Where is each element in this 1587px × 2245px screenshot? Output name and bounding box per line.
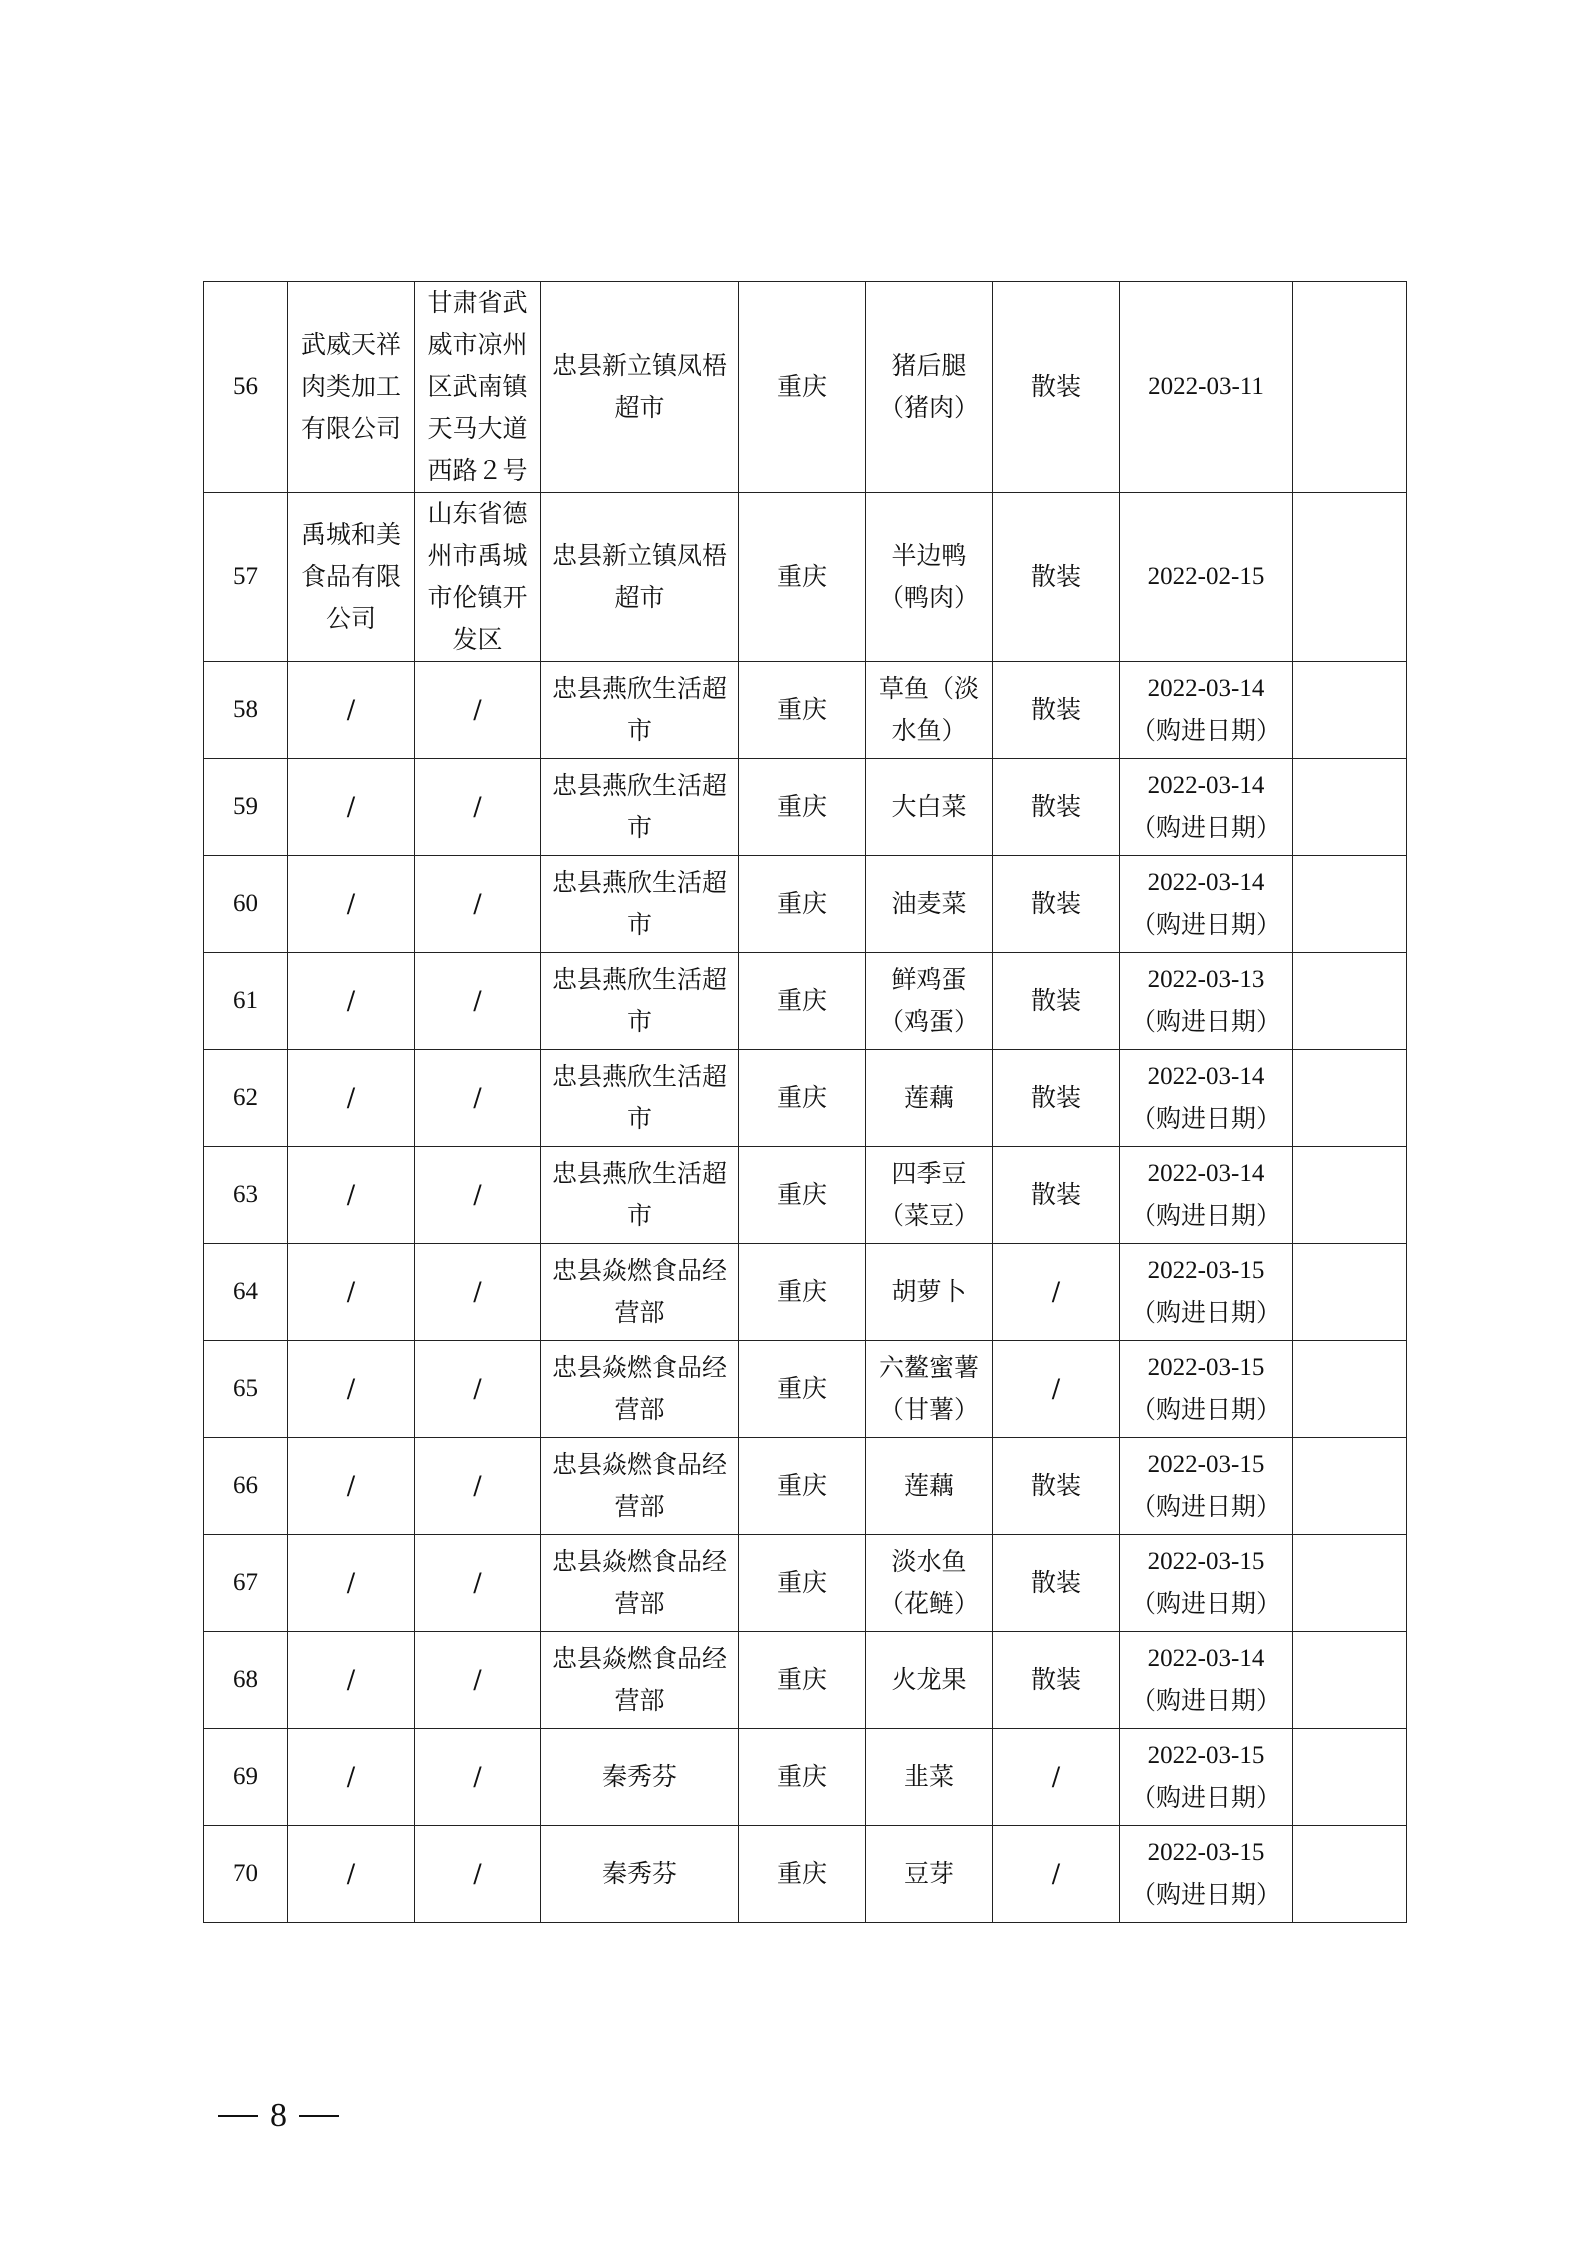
date-value: 2022-03-11 — [1148, 373, 1264, 400]
cell-sampled-unit: 忠县燕欣生活超市 — [541, 1147, 739, 1244]
cell-sequence-number: 64 — [204, 1244, 288, 1341]
cell-region: 重庆 — [739, 282, 866, 493]
cell-manufacturer-name: / — [288, 662, 415, 759]
date-note: （购进日期） — [1130, 1589, 1281, 1618]
cell-manufacturer-name: / — [288, 759, 415, 856]
cell-packaging: 散装 — [993, 1147, 1120, 1244]
cell-manufacturer-name: / — [288, 953, 415, 1050]
cell-sequence-number: 65 — [204, 1341, 288, 1438]
cell-manufacturer-address: 甘肃省武威市凉州区武南镇天马大道西路２号 — [415, 282, 541, 493]
table-row — [204, 1050, 1407, 1147]
cell-manufacturer-address: / — [415, 856, 541, 953]
cell-sampled-unit: 忠县新立镇凤梧超市 — [541, 493, 739, 662]
cell-manufacturer-address: / — [415, 662, 541, 759]
date-note: （购进日期） — [1130, 1298, 1281, 1327]
cell-date — [1120, 1826, 1293, 1923]
cell-date — [1120, 856, 1293, 953]
cell-sampled-unit: 忠县焱燃食品经营部 — [541, 1535, 739, 1632]
table-row — [204, 1147, 1407, 1244]
page-number: 8 — [270, 2097, 287, 2135]
date-note: （购进日期） — [1130, 1007, 1281, 1036]
cell-manufacturer-name: / — [288, 1729, 415, 1826]
cell-manufacturer-name: / — [288, 856, 415, 953]
cell-manufacturer-name: / — [288, 1050, 415, 1147]
cell-date — [1120, 1438, 1293, 1535]
cell-manufacturer-name: 武威天祥肉类加工有限公司 — [288, 282, 415, 493]
cell-product-name: 豆芽 — [866, 1826, 993, 1923]
table-body — [204, 282, 1407, 1923]
cell-date — [1120, 953, 1293, 1050]
cell-sampled-unit: 忠县焱燃食品经营部 — [541, 1438, 739, 1535]
cell-region: 重庆 — [739, 1244, 866, 1341]
cell-sampled-unit: 忠县焱燃食品经营部 — [541, 1632, 739, 1729]
date-note: （购进日期） — [1130, 1395, 1281, 1424]
date-note: （购进日期） — [1130, 1104, 1281, 1133]
date-note: （购进日期） — [1130, 910, 1281, 939]
cell-product-name: 火龙果 — [866, 1632, 993, 1729]
cell-manufacturer-address: / — [415, 1632, 541, 1729]
cell-sampled-unit: 秦秀芬 — [541, 1826, 739, 1923]
cell-packaging: 散装 — [993, 759, 1120, 856]
table-row — [204, 493, 1407, 662]
cell-sequence-number: 67 — [204, 1535, 288, 1632]
cell-sequence-number: 62 — [204, 1050, 288, 1147]
cell-packaging: 散装 — [993, 856, 1120, 953]
cell-remark — [1293, 1535, 1407, 1632]
cell-product-name: 四季豆（菜豆） — [866, 1147, 993, 1244]
cell-packaging: 散装 — [993, 953, 1120, 1050]
cell-packaging: / — [993, 1244, 1120, 1341]
cell-region: 重庆 — [739, 493, 866, 662]
cell-sampled-unit: 忠县燕欣生活超市 — [541, 662, 739, 759]
cell-product-name: 莲藕 — [866, 1050, 993, 1147]
cell-packaging: 散装 — [993, 662, 1120, 759]
cell-sequence-number: 56 — [204, 282, 288, 493]
cell-sampled-unit: 忠县新立镇凤梧超市 — [541, 282, 739, 493]
table-row — [204, 1826, 1407, 1923]
cell-sequence-number: 57 — [204, 493, 288, 662]
cell-date — [1120, 493, 1293, 662]
cell-date — [1120, 1632, 1293, 1729]
date-value: 2022-03-14 — [1147, 1063, 1265, 1090]
cell-manufacturer-address: / — [415, 759, 541, 856]
cell-manufacturer-name: / — [288, 1535, 415, 1632]
cell-product-name: 鲜鸡蛋（鸡蛋） — [866, 953, 993, 1050]
cell-region: 重庆 — [739, 1438, 866, 1535]
cell-manufacturer-name: / — [288, 1826, 415, 1923]
date-value: 2022-03-14 — [1147, 772, 1265, 799]
cell-date — [1120, 759, 1293, 856]
cell-manufacturer-name: / — [288, 1438, 415, 1535]
cell-region: 重庆 — [739, 1050, 866, 1147]
table-row — [204, 1438, 1407, 1535]
cell-region: 重庆 — [739, 1535, 866, 1632]
date-value: 2022-03-15 — [1147, 1257, 1265, 1284]
cell-remark — [1293, 282, 1407, 493]
cell-sequence-number: 58 — [204, 662, 288, 759]
date-value: 2022-03-15 — [1147, 1742, 1265, 1769]
cell-sequence-number: 70 — [204, 1826, 288, 1923]
cell-manufacturer-address: / — [415, 1729, 541, 1826]
cell-product-name: 莲藕 — [866, 1438, 993, 1535]
cell-manufacturer-address: / — [415, 1535, 541, 1632]
cell-product-name: 韭菜 — [866, 1729, 993, 1826]
date-value: 2022-03-15 — [1147, 1354, 1265, 1381]
cell-region: 重庆 — [739, 1341, 866, 1438]
cell-manufacturer-name: / — [288, 1341, 415, 1438]
cell-product-name: 油麦菜 — [866, 856, 993, 953]
cell-product-name: 淡水鱼（花鲢） — [866, 1535, 993, 1632]
table-row — [204, 1244, 1407, 1341]
cell-date — [1120, 1341, 1293, 1438]
cell-sequence-number: 63 — [204, 1147, 288, 1244]
date-value: 2022-02-15 — [1147, 563, 1265, 590]
cell-date — [1120, 1050, 1293, 1147]
cell-date — [1120, 1729, 1293, 1826]
cell-remark — [1293, 856, 1407, 953]
cell-region: 重庆 — [739, 662, 866, 759]
cell-packaging: 散装 — [993, 493, 1120, 662]
cell-remark — [1293, 1341, 1407, 1438]
cell-remark — [1293, 1147, 1407, 1244]
cell-region: 重庆 — [739, 1147, 866, 1244]
cell-sequence-number: 66 — [204, 1438, 288, 1535]
cell-date — [1120, 1244, 1293, 1341]
cell-sequence-number: 69 — [204, 1729, 288, 1826]
cell-manufacturer-address: / — [415, 1438, 541, 1535]
date-value: 2022-03-15 — [1147, 1839, 1265, 1866]
cell-region: 重庆 — [739, 856, 866, 953]
cell-packaging: 散装 — [993, 1535, 1120, 1632]
cell-remark — [1293, 1632, 1407, 1729]
date-note: （购进日期） — [1130, 716, 1281, 745]
date-note: （购进日期） — [1130, 1492, 1281, 1521]
page-footer — [206, 2095, 351, 2135]
cell-manufacturer-address: / — [415, 1050, 541, 1147]
cell-sampled-unit: 秦秀芬 — [541, 1729, 739, 1826]
cell-sampled-unit: 忠县焱燃食品经营部 — [541, 1341, 739, 1438]
cell-region: 重庆 — [739, 759, 866, 856]
date-note: （购进日期） — [1130, 1880, 1281, 1909]
cell-packaging: 散装 — [993, 1438, 1120, 1535]
cell-sampled-unit: 忠县燕欣生活超市 — [541, 759, 739, 856]
table-row — [204, 282, 1407, 493]
date-value: 2022-03-14 — [1147, 1645, 1265, 1672]
footer-dash-left — [218, 2115, 258, 2117]
table-row — [204, 1341, 1407, 1438]
cell-manufacturer-address: / — [415, 1147, 541, 1244]
cell-remark — [1293, 1438, 1407, 1535]
cell-sequence-number: 68 — [204, 1632, 288, 1729]
cell-remark — [1293, 1050, 1407, 1147]
cell-remark — [1293, 662, 1407, 759]
cell-product-name: 六鳌蜜薯（甘薯） — [866, 1341, 993, 1438]
date-note: （购进日期） — [1130, 1686, 1281, 1715]
cell-sequence-number: 61 — [204, 953, 288, 1050]
cell-sampled-unit: 忠县燕欣生活超市 — [541, 1050, 739, 1147]
cell-packaging: / — [993, 1341, 1120, 1438]
cell-sequence-number: 60 — [204, 856, 288, 953]
cell-date — [1120, 1535, 1293, 1632]
cell-product-name: 草鱼（淡水鱼） — [866, 662, 993, 759]
cell-region: 重庆 — [739, 953, 866, 1050]
date-value: 2022-03-14 — [1147, 869, 1265, 896]
cell-date — [1120, 662, 1293, 759]
cell-manufacturer-name: 禹城和美食品有限公司 — [288, 493, 415, 662]
table-row — [204, 662, 1407, 759]
cell-remark — [1293, 953, 1407, 1050]
cell-remark — [1293, 1729, 1407, 1826]
table-row — [204, 1535, 1407, 1632]
date-value: 2022-03-13 — [1147, 966, 1265, 993]
date-value: 2022-03-14 — [1147, 675, 1265, 702]
cell-product-name: 大白菜 — [866, 759, 993, 856]
cell-region: 重庆 — [739, 1632, 866, 1729]
cell-manufacturer-address: 山东省德州市禹城市伦镇开发区 — [415, 493, 541, 662]
cell-sampled-unit: 忠县燕欣生活超市 — [541, 856, 739, 953]
cell-remark — [1293, 759, 1407, 856]
cell-remark — [1293, 1244, 1407, 1341]
cell-packaging: 散装 — [993, 1050, 1120, 1147]
cell-manufacturer-address: / — [415, 953, 541, 1050]
cell-product-name: 猪后腿（猪肉） — [866, 282, 993, 493]
table-row — [204, 759, 1407, 856]
cell-manufacturer-address: / — [415, 1826, 541, 1923]
table-row — [204, 856, 1407, 953]
cell-manufacturer-address: / — [415, 1341, 541, 1438]
cell-manufacturer-address: / — [415, 1244, 541, 1341]
cell-region: 重庆 — [739, 1729, 866, 1826]
date-note: （购进日期） — [1130, 1201, 1281, 1230]
date-value: 2022-03-14 — [1147, 1160, 1265, 1187]
cell-manufacturer-name: / — [288, 1244, 415, 1341]
cell-sampled-unit: 忠县焱燃食品经营部 — [541, 1244, 739, 1341]
table-row — [204, 1729, 1407, 1826]
cell-region: 重庆 — [739, 1826, 866, 1923]
footer-dash-right — [299, 2115, 339, 2117]
table-row — [204, 953, 1407, 1050]
cell-sampled-unit: 忠县燕欣生活超市 — [541, 953, 739, 1050]
cell-product-name: 半边鸭（鸭肉） — [866, 493, 993, 662]
cell-manufacturer-name: / — [288, 1147, 415, 1244]
date-value: 2022-03-15 — [1147, 1548, 1265, 1575]
cell-date — [1120, 282, 1293, 493]
cell-packaging: 散装 — [993, 1632, 1120, 1729]
date-note: （购进日期） — [1130, 1783, 1281, 1812]
cell-packaging: 散装 — [993, 282, 1120, 493]
cell-packaging: / — [993, 1729, 1120, 1826]
date-note: （购进日期） — [1130, 813, 1281, 842]
cell-date — [1120, 1147, 1293, 1244]
sampling-record-table — [203, 281, 1407, 1923]
date-value: 2022-03-15 — [1147, 1451, 1265, 1478]
cell-product-name: 胡萝卜 — [866, 1244, 993, 1341]
cell-remark — [1293, 1826, 1407, 1923]
cell-manufacturer-name: / — [288, 1632, 415, 1729]
cell-sequence-number: 59 — [204, 759, 288, 856]
cell-remark — [1293, 493, 1407, 662]
table-row — [204, 1632, 1407, 1729]
cell-packaging: / — [993, 1826, 1120, 1923]
